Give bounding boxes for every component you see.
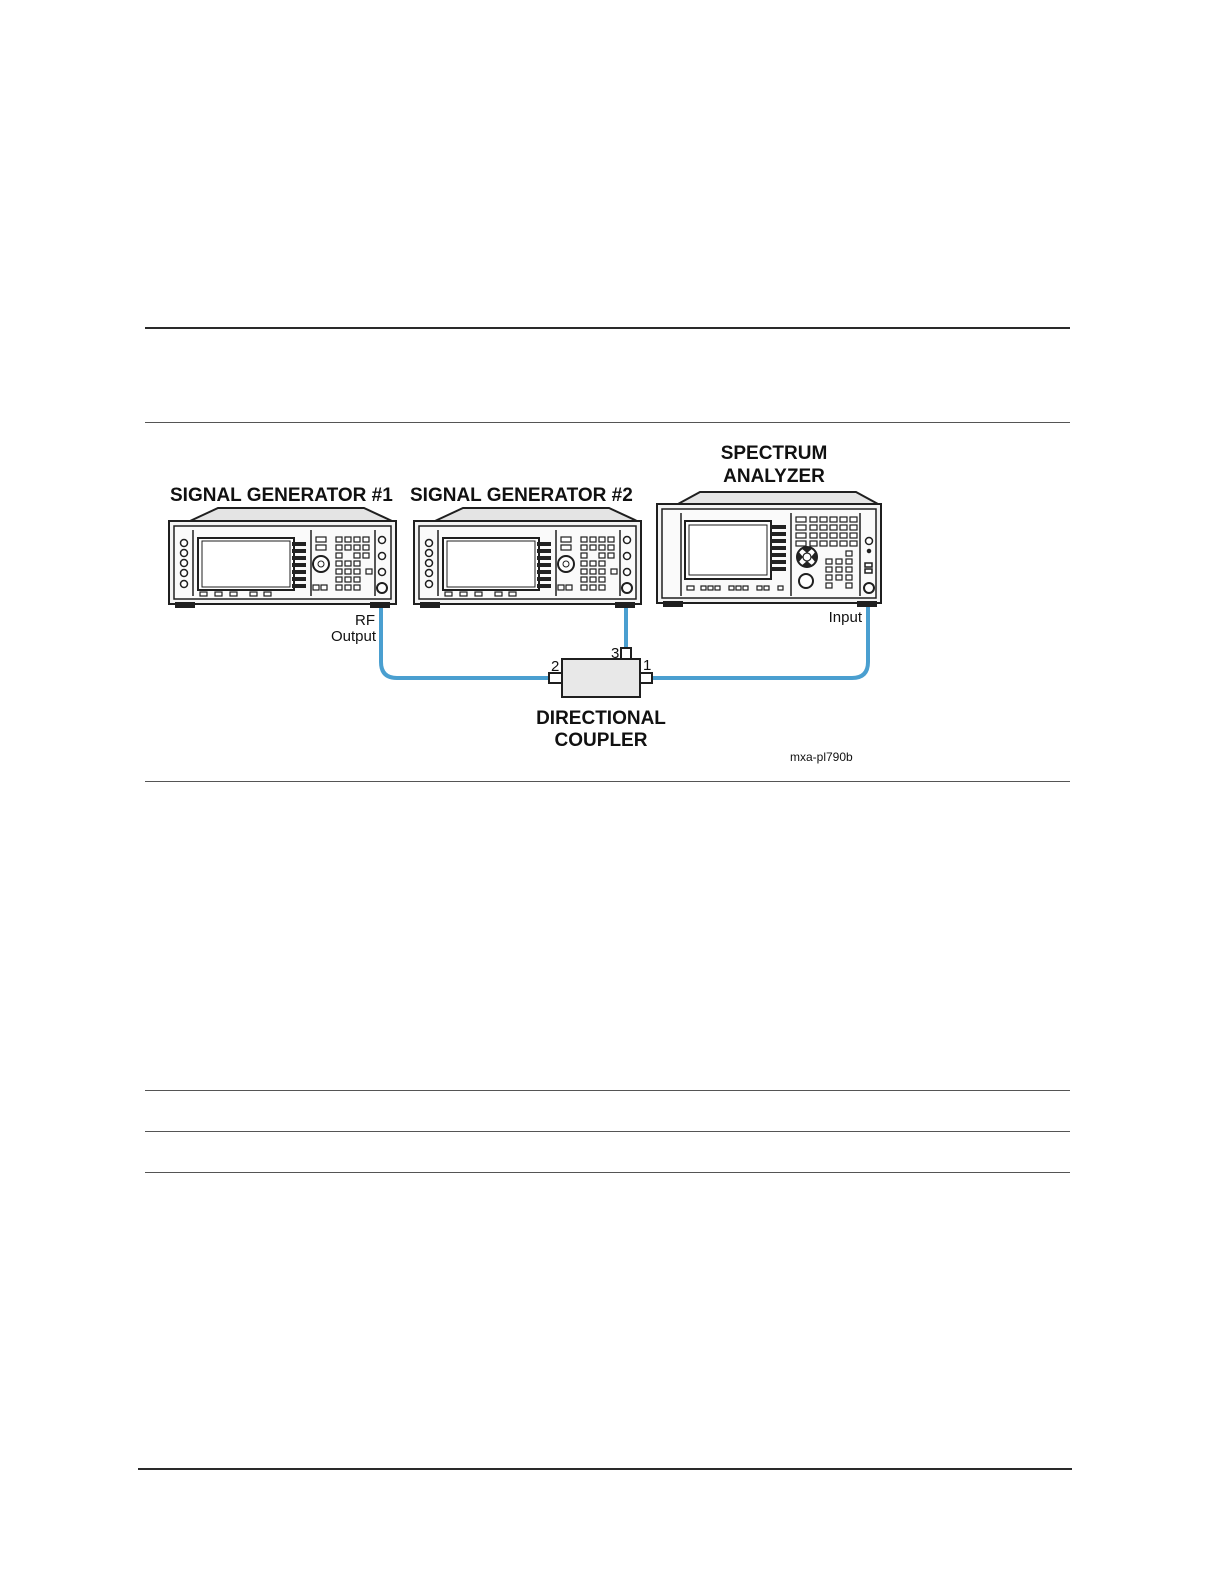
- port-3-label: 3: [611, 645, 620, 662]
- directional-coupler-label-line1: DIRECTIONAL: [536, 708, 666, 729]
- signal-generator-2-label: SIGNAL GENERATOR #2: [410, 485, 633, 506]
- signal-generator-1: [169, 508, 396, 607]
- input-label: Input: [828, 609, 862, 626]
- directional-coupler-label-line2: COUPLER: [554, 730, 648, 751]
- cable-sg1-to-coupler: [381, 594, 553, 678]
- coupler-port-3: [621, 648, 631, 659]
- figure-id-label: mxa-pl790b: [790, 750, 853, 764]
- rf-output-label-line2: Output: [330, 628, 376, 645]
- port-1-label: 1: [643, 657, 652, 674]
- rf-output-label-line1: RF: [355, 612, 375, 629]
- spectrum-analyzer: [657, 492, 881, 606]
- spectrum-analyzer-label-line1: SPECTRUM: [720, 443, 828, 464]
- coupler-port-1: [640, 673, 652, 683]
- signal-generator-1-label: SIGNAL GENERATOR #1: [170, 485, 393, 506]
- signal-generator-2: [414, 508, 641, 607]
- spectrum-analyzer-label-line2: ANALYZER: [723, 466, 825, 487]
- port-2-label: 2: [551, 658, 560, 675]
- directional-coupler: [549, 648, 652, 697]
